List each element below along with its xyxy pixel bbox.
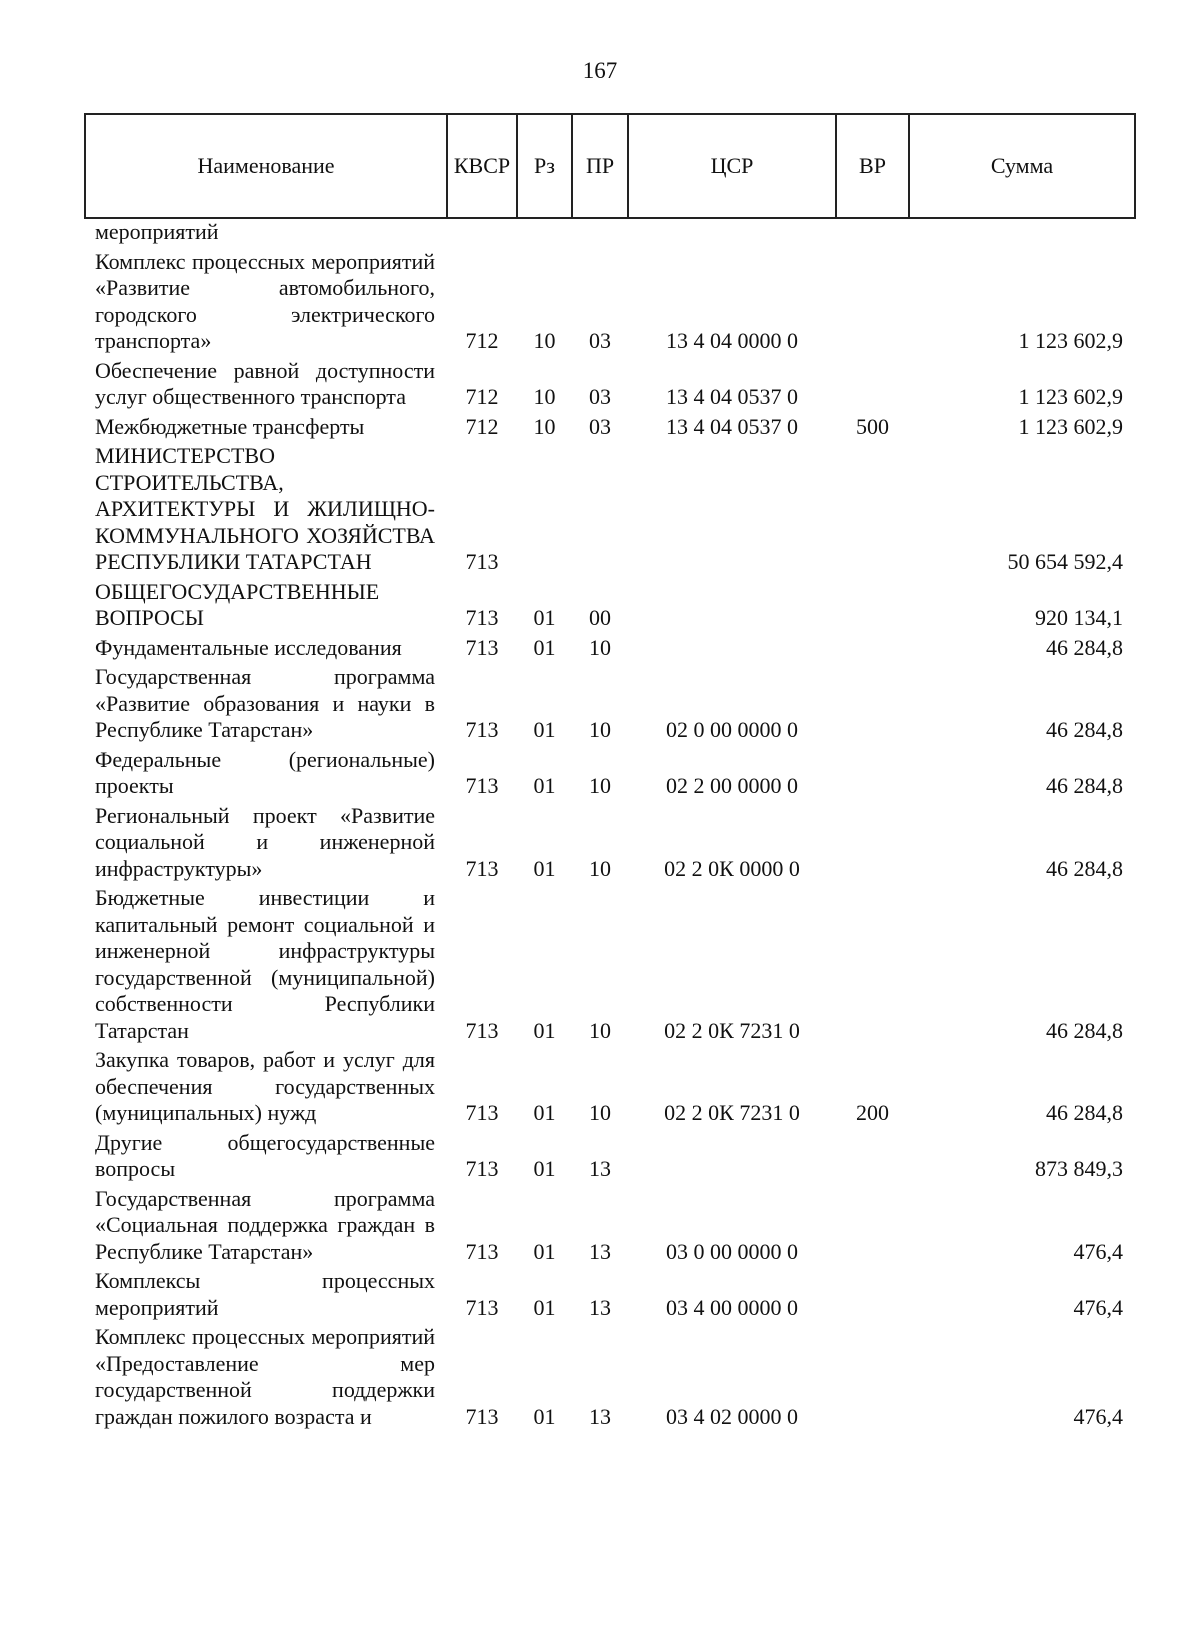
cell-kvsr: 713 bbox=[465, 605, 499, 630]
cell-name: Государственная программа «Социальная поддержка граждан в Республике Татарстан» bbox=[95, 1185, 435, 1264]
cell-sum: 476,4 bbox=[1073, 1403, 1123, 1429]
header-pr: ПР bbox=[572, 114, 628, 218]
cell-kvsr: 713 bbox=[465, 773, 499, 798]
cell-rz: 01 bbox=[533, 1403, 556, 1429]
cell-name: Закупка товаров, работ и услуг для обеспечения государственных (муниципальных) нужд bbox=[95, 1047, 435, 1125]
cell-vr bbox=[836, 1323, 909, 1432]
cell-kvsr: 712 bbox=[465, 384, 499, 409]
cell-name: Региональный проект «Развитие социальной и инженерной инфраструктуры» bbox=[95, 802, 435, 881]
cell-sum: 476,4 bbox=[1073, 1238, 1123, 1264]
cell-pr: 13 bbox=[589, 1403, 611, 1429]
cell-name: МИНИСТЕРСТВО СТРОИТЕЛЬСТВА, АРХИТЕКТУРЫ И ЖИЛИЩНО-КОММУНАЛЬНОГО ХОЗЯЙСТВА РЕСПУБЛИКИ ТАТАРСТАН bbox=[95, 443, 435, 574]
cell-pr: 10 bbox=[589, 1100, 611, 1125]
cell-csr bbox=[628, 1129, 836, 1185]
cell-sum: 46 284,8 bbox=[1046, 855, 1123, 881]
cell-rz: 01 bbox=[533, 717, 556, 742]
cell-pr: 13 bbox=[589, 1294, 611, 1320]
cell-vr bbox=[836, 1267, 909, 1323]
table-row bbox=[85, 1185, 1135, 1268]
cell-name: Другие общегосударственные вопросы bbox=[95, 1129, 435, 1181]
table-row bbox=[85, 1129, 1135, 1185]
cell-vr: 200 bbox=[856, 1100, 889, 1125]
cell-rz: 10 bbox=[533, 413, 556, 439]
cell-rz: 01 bbox=[533, 1100, 556, 1125]
cell-csr: 13 4 04 0537 0 bbox=[666, 413, 798, 439]
cell-kvsr: 712 bbox=[465, 413, 499, 439]
cell-kvsr: 713 bbox=[465, 1294, 499, 1320]
cell-sum: 1 123 602,9 bbox=[1018, 413, 1123, 439]
cell-pr: 10 bbox=[589, 717, 611, 742]
cell-kvsr: 713 bbox=[465, 717, 499, 742]
cell-csr: 13 4 04 0537 0 bbox=[666, 384, 798, 409]
cell-csr bbox=[628, 218, 836, 248]
cell-rz: 01 bbox=[533, 1156, 556, 1181]
cell-name: Фундаментальные исследования bbox=[95, 634, 402, 660]
cell-sum: 873 849,3 bbox=[1035, 1156, 1123, 1181]
cell-kvsr: 713 bbox=[465, 634, 499, 660]
table-row bbox=[85, 413, 1135, 443]
cell-csr bbox=[628, 578, 836, 634]
header-rz: Рз bbox=[517, 114, 572, 218]
cell-csr bbox=[628, 634, 836, 664]
cell-rz: 01 bbox=[533, 1017, 556, 1043]
cell-kvsr bbox=[447, 218, 517, 248]
cell-vr bbox=[836, 1185, 909, 1268]
cell-name: Обеспечение равной доступности услуг общественного транспорта bbox=[95, 357, 435, 409]
cell-vr bbox=[836, 248, 909, 357]
cell-csr: 03 4 00 0000 0 bbox=[666, 1294, 798, 1320]
cell-sum: 476,4 bbox=[1073, 1294, 1123, 1320]
cell-name: Межбюджетные трансферты bbox=[95, 413, 365, 439]
cell-csr: 02 0 00 0000 0 bbox=[666, 717, 798, 742]
cell-rz bbox=[517, 218, 572, 248]
cell-rz: 01 bbox=[533, 855, 556, 881]
cell-name: ОБЩЕГОСУДАРСТВЕННЫЕ ВОПРОСЫ bbox=[95, 578, 380, 630]
cell-kvsr: 713 bbox=[465, 1100, 499, 1125]
table-header-row bbox=[85, 114, 1135, 218]
table-row bbox=[85, 218, 1135, 248]
cell-csr: 02 2 00 0000 0 bbox=[666, 773, 798, 798]
cell-vr bbox=[836, 578, 909, 634]
cell-kvsr: 713 bbox=[465, 549, 499, 574]
cell-rz: 10 bbox=[533, 384, 556, 409]
table-row bbox=[85, 1046, 1135, 1129]
cell-sum: 46 284,8 bbox=[1046, 1100, 1123, 1125]
table-row bbox=[85, 802, 1135, 885]
cell-kvsr: 713 bbox=[465, 1403, 499, 1429]
cell-rz: 01 bbox=[533, 773, 556, 798]
cell-pr: 03 bbox=[589, 328, 611, 353]
table-row bbox=[85, 442, 1135, 578]
cell-vr bbox=[836, 634, 909, 664]
cell-sum: 50 654 592,4 bbox=[1007, 549, 1123, 574]
cell-name: Бюджетные инвестиции и капитальный ремонт социальной и инженерной инфраструктуры государственной (муниципальной) собственности Республики Татарстан bbox=[95, 885, 435, 1043]
cell-sum: 46 284,8 bbox=[1046, 773, 1123, 798]
cell-sum: 1 123 602,9 bbox=[1018, 384, 1123, 409]
cell-vr bbox=[836, 884, 909, 1046]
cell-name: мероприятий bbox=[95, 219, 219, 244]
cell-sum: 46 284,8 bbox=[1046, 634, 1123, 660]
budget-table-container bbox=[84, 113, 1134, 1432]
cell-vr bbox=[836, 1129, 909, 1185]
header-name: Наименование bbox=[85, 114, 447, 218]
budget-table bbox=[84, 113, 1136, 1432]
cell-name: Комплекс процессных мероприятий «Предоставление мер государственной поддержки граждан пожилого возраста и bbox=[95, 1324, 435, 1429]
cell-sum bbox=[909, 218, 1135, 248]
cell-vr bbox=[836, 357, 909, 413]
cell-sum: 920 134,1 bbox=[1035, 605, 1123, 630]
cell-pr: 03 bbox=[589, 384, 611, 409]
cell-pr: 00 bbox=[589, 605, 611, 630]
cell-vr bbox=[836, 746, 909, 802]
cell-rz: 01 bbox=[533, 1294, 556, 1320]
cell-csr bbox=[628, 442, 836, 578]
cell-rz: 01 bbox=[533, 605, 556, 630]
cell-vr bbox=[836, 663, 909, 746]
cell-csr: 03 4 02 0000 0 bbox=[666, 1403, 798, 1429]
cell-pr: 10 bbox=[589, 773, 611, 798]
cell-pr: 13 bbox=[589, 1156, 611, 1181]
cell-pr: 10 bbox=[589, 1017, 611, 1043]
cell-pr bbox=[572, 442, 628, 578]
table-row bbox=[85, 357, 1135, 413]
cell-rz bbox=[517, 442, 572, 578]
cell-pr bbox=[572, 218, 628, 248]
cell-kvsr: 713 bbox=[465, 1017, 499, 1043]
table-row bbox=[85, 884, 1135, 1046]
cell-rz: 01 bbox=[533, 634, 556, 660]
cell-kvsr: 713 bbox=[465, 1156, 499, 1181]
cell-name: Государственная программа «Развитие образования и науки в Республике Татарстан» bbox=[95, 664, 435, 742]
cell-csr: 02 2 0К 7231 0 bbox=[664, 1100, 800, 1125]
cell-sum: 46 284,8 bbox=[1046, 717, 1123, 742]
cell-csr: 02 2 0К 0000 0 bbox=[664, 855, 800, 881]
table-row bbox=[85, 634, 1135, 664]
table-row bbox=[85, 578, 1135, 634]
cell-csr: 03 0 00 0000 0 bbox=[666, 1238, 798, 1264]
cell-vr bbox=[836, 442, 909, 578]
header-csr: ЦСР bbox=[628, 114, 836, 218]
cell-csr: 13 4 04 0000 0 bbox=[666, 328, 798, 353]
cell-pr: 03 bbox=[589, 413, 611, 439]
cell-vr: 500 bbox=[856, 413, 889, 439]
cell-rz: 10 bbox=[533, 328, 556, 353]
cell-name: Комплекс процессных мероприятий «Развитие автомобильного, городского электрического транспорта» bbox=[95, 248, 435, 353]
table-row bbox=[85, 1323, 1135, 1432]
cell-sum: 46 284,8 bbox=[1046, 1017, 1123, 1043]
cell-kvsr: 713 bbox=[465, 855, 499, 881]
cell-kvsr: 713 bbox=[465, 1238, 499, 1264]
page-number: 167 bbox=[582, 58, 618, 83]
header-sum: Сумма bbox=[909, 114, 1135, 218]
table-row bbox=[85, 248, 1135, 357]
cell-vr bbox=[836, 802, 909, 885]
cell-pr: 10 bbox=[589, 634, 611, 660]
cell-sum: 1 123 602,9 bbox=[1018, 328, 1123, 353]
cell-vr bbox=[836, 218, 909, 248]
header-kvsr: КВСР bbox=[447, 114, 517, 218]
cell-csr: 02 2 0К 7231 0 bbox=[664, 1017, 800, 1043]
table-row bbox=[85, 663, 1135, 746]
table-row bbox=[85, 1267, 1135, 1323]
cell-pr: 10 bbox=[589, 855, 611, 881]
cell-name: Комплексы процессных мероприятий bbox=[95, 1268, 435, 1320]
cell-pr: 13 bbox=[589, 1238, 611, 1264]
cell-rz: 01 bbox=[533, 1238, 556, 1264]
table-row bbox=[85, 746, 1135, 802]
header-vr: ВР bbox=[836, 114, 909, 218]
cell-kvsr: 712 bbox=[465, 328, 499, 353]
cell-name: Федеральные (региональные) проекты bbox=[95, 746, 435, 798]
